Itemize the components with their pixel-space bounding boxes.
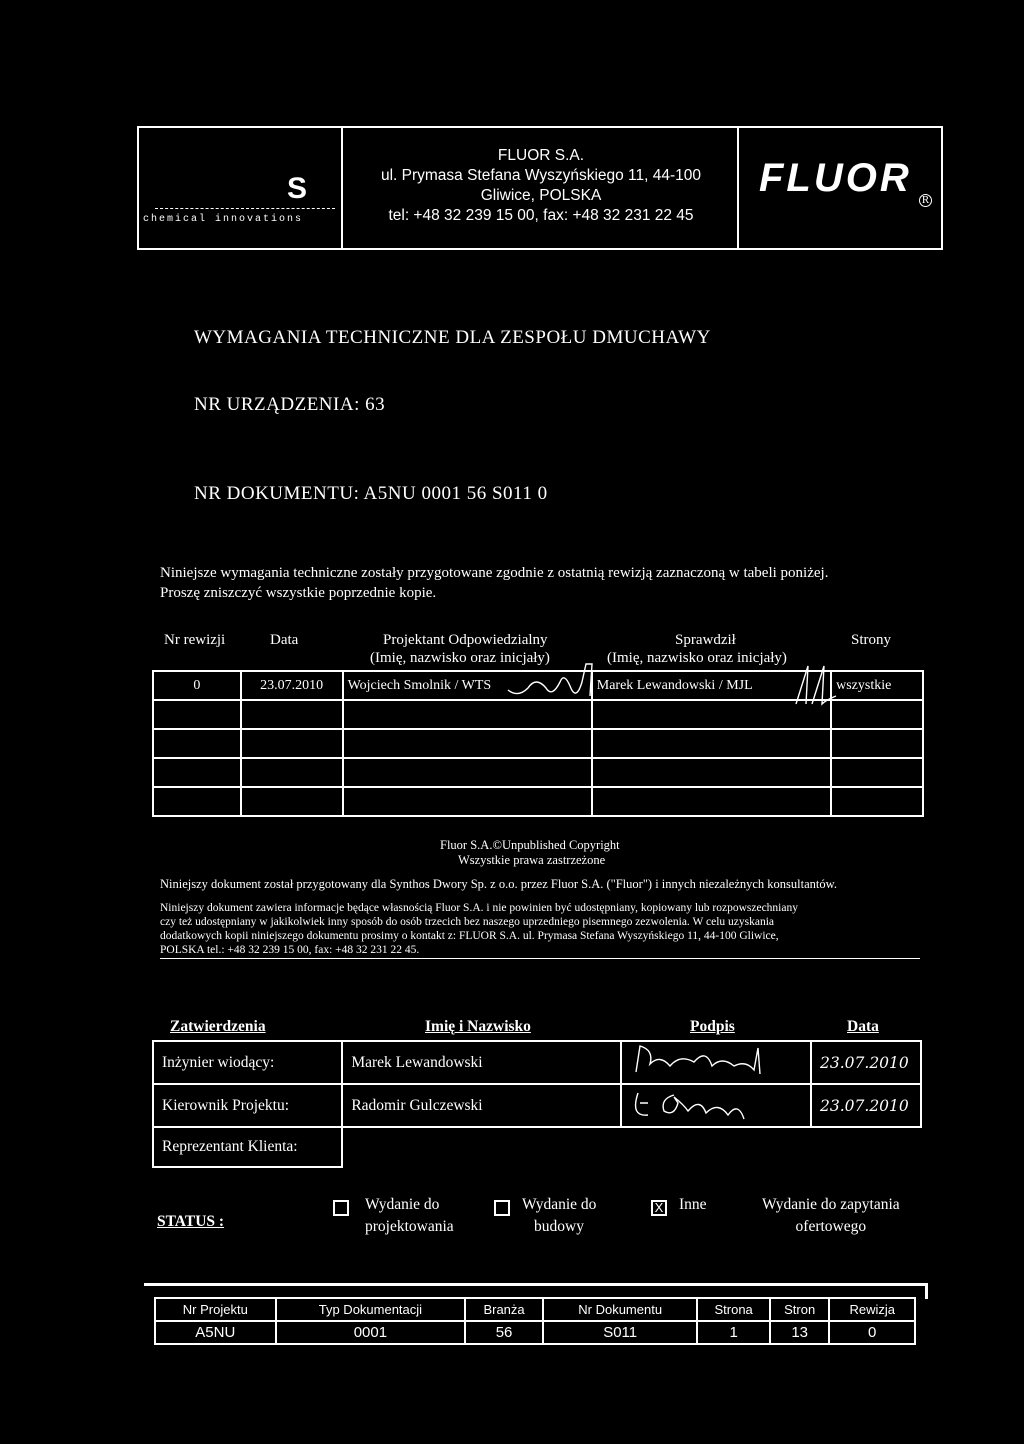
signature-mark <box>630 1042 800 1078</box>
project-header: Nr Dokumentu <box>543 1298 697 1321</box>
project-value: S011 <box>543 1321 697 1344</box>
approval-empty <box>342 1127 921 1167</box>
rev-designer: Wojciech Smolnik / WTS <box>343 671 592 700</box>
project-header: Stron <box>770 1298 830 1321</box>
intro-line-1: Niniejsze wymagania techniczne zostały przygotowane zgodnie z ostatnią rewizją zaznaczoną w tabeli poniżej. <box>160 565 829 581</box>
project-value: 1 <box>697 1321 770 1344</box>
confidential-note <box>160 901 920 957</box>
approvals-heading: Zatwierdzenia <box>170 1018 266 1035</box>
rev-date: 23.07.2010 <box>241 671 343 700</box>
approval-signature <box>621 1041 811 1084</box>
option-tender-release <box>762 1194 900 1238</box>
checkbox-other[interactable]: X <box>651 1200 667 1216</box>
date-heading: Data <box>847 1018 879 1035</box>
checker-initials-signature <box>790 660 850 710</box>
signature-heading: Podpis <box>690 1018 735 1035</box>
fluor-logo-text: FLUOR <box>759 156 912 200</box>
name-heading: Imię i Nazwisko <box>425 1018 531 1035</box>
logo-letter: S <box>287 172 308 205</box>
approval-date: 23.07.2010 <box>811 1084 921 1127</box>
confidential-line: dodatkowych kopii niniejszego dokumentu prosimy o kontakt z: FLUOR S.A. ul. Prymasa Stefana Wyszyńskiego 11, 44-100 Gliwice, <box>160 930 779 942</box>
col-checked-sub: (Imię, nazwisko oraz inicjały) <box>607 650 787 666</box>
col-pages: Strony <box>851 632 892 648</box>
project-value: 0001 <box>276 1321 466 1344</box>
approval-signature <box>621 1084 811 1127</box>
device-number: NR URZĄDZENIA: 63 <box>194 394 386 415</box>
approval-role: Reprezentant Klienta: <box>153 1127 342 1167</box>
approval-name: Radomir Gulczewski <box>342 1084 621 1127</box>
signature-mark <box>630 1085 800 1121</box>
project-value: A5NU <box>155 1321 276 1344</box>
designer-initials-signature <box>500 660 610 710</box>
col-designer: Projektant Odpowiedzialny <box>383 632 548 648</box>
option-label: budowy <box>534 1218 584 1235</box>
table-row <box>153 1127 921 1167</box>
checkbox-design-release[interactable] <box>333 1200 349 1216</box>
table-row <box>153 729 923 758</box>
option-other: Inne <box>679 1196 707 1213</box>
table-row <box>153 758 923 787</box>
project-table-rule <box>144 1283 928 1286</box>
logo-tagline: chemical innovations <box>143 214 304 225</box>
table-row <box>155 1298 915 1321</box>
phone-line: tel: +48 32 239 15 00, fax: +48 32 231 22 45 <box>388 207 694 224</box>
approvals-table <box>152 1040 922 1168</box>
divider <box>160 958 920 959</box>
rev-pages: wszystkie <box>831 671 923 700</box>
option-label: projektowania <box>365 1218 454 1235</box>
project-table-rule <box>925 1283 928 1299</box>
document-title: WYMAGANIA TECHNICZNE DLA ZESPOŁU DMUCHAWY <box>194 327 711 348</box>
fluor-logo <box>737 126 943 250</box>
col-checked: Sprawdził <box>675 632 736 648</box>
approval-role: Kierownik Projektu: <box>153 1084 342 1127</box>
option-design-release <box>365 1194 454 1238</box>
confidential-line: POLSKA tel.: +48 32 239 15 00, fax: +48 32 231 22 45. <box>160 944 420 956</box>
option-label: Wydanie do <box>365 1196 440 1213</box>
project-header: Rewizja <box>829 1298 915 1321</box>
approval-name: Marek Lewandowski <box>342 1041 621 1084</box>
table-row <box>153 787 923 816</box>
address-line-2: Gliwice, POLSKA <box>480 187 602 204</box>
col-date: Data <box>270 632 299 648</box>
project-header: Typ Dokumentacji <box>276 1298 466 1321</box>
confidential-line: Niniejszy dokument zawiera informacje będące własnością Fluor S.A. i nie powinien być udostępniany, kopiowany lub rozpowszechniany <box>160 902 798 914</box>
copyright-line-1: Fluor S.A.©Unpublished Copyright <box>440 838 620 852</box>
project-value: 56 <box>465 1321 543 1344</box>
approval-role: Inżynier wiodący: <box>153 1041 342 1084</box>
rev-checked: Marek Lewandowski / MJL <box>592 671 831 700</box>
col-designer-sub: (Imię, nazwisko oraz inicjały) <box>370 650 550 666</box>
table-row <box>153 1041 921 1084</box>
confidential-line: czy też udostępniany w jakikolwiek inny sposób do osób trzecich bez naszego uprzedniego pisemnego zezwolenia. W celu uzyskania <box>160 916 774 928</box>
status-label: STATUS : <box>157 1213 225 1230</box>
project-value: 13 <box>770 1321 830 1344</box>
project-header: Strona <box>697 1298 770 1321</box>
registered-icon: R <box>919 194 932 207</box>
option-label: Wydanie do zapytania <box>762 1196 900 1213</box>
project-header: Nr Projektu <box>155 1298 276 1321</box>
project-table <box>154 1297 916 1345</box>
col-revision: Nr rewizji <box>164 632 226 648</box>
approval-date: 23.07.2010 <box>811 1041 921 1084</box>
project-value: 0 <box>829 1321 915 1344</box>
checkbox-construction-release[interactable] <box>494 1200 510 1216</box>
option-label: Wydanie do <box>522 1196 597 1213</box>
logo-rule <box>155 208 335 209</box>
project-header: Branża <box>465 1298 543 1321</box>
option-construction-release <box>522 1194 596 1238</box>
copyright-line-2: Wszystkie prawa zastrzeżone <box>458 853 606 867</box>
company-address <box>345 126 737 250</box>
option-label: ofertowego <box>795 1218 867 1235</box>
company-name: FLUOR S.A. <box>497 147 585 164</box>
table-row <box>155 1321 915 1344</box>
table-row <box>153 1084 921 1127</box>
intro-line-2: Proszę zniszczyć wszystkie poprzednie kopie. <box>160 585 437 601</box>
prepared-for-note: Niniejszy dokument został przygotowany dla Synthos Dwory Sp. z o.o. przez Fluor S.A. ("Fluor") i innych niezależnych konsultantów. <box>160 877 837 891</box>
synthos-logo <box>137 126 343 250</box>
rev-number: 0 <box>153 671 241 700</box>
address-line-1: ul. Prymasa Stefana Wyszyńskiego 11, 44-100 <box>380 167 702 184</box>
document-number: NR DOKUMENTU: A5NU 0001 56 S011 0 <box>194 483 548 504</box>
